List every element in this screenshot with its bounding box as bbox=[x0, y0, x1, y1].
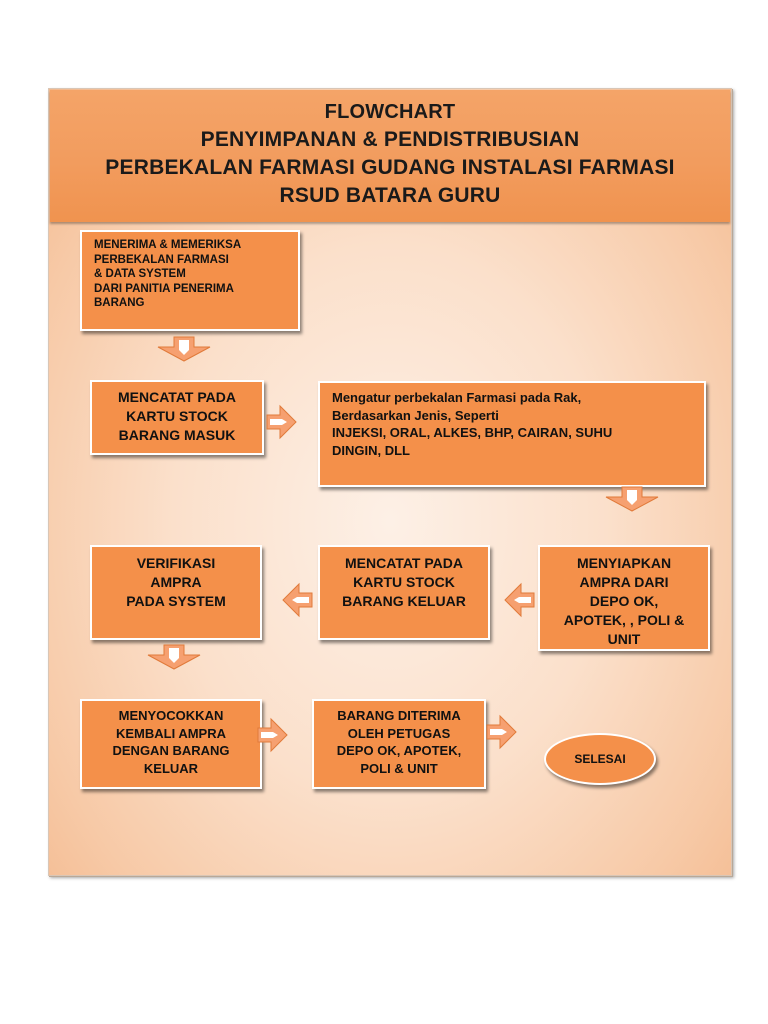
arrow-right-1-icon bbox=[266, 404, 298, 440]
header-subtitle-3: RSUD BATARA GURU bbox=[279, 184, 501, 207]
step-terima-line-2: PERBEKALAN FARMASI bbox=[94, 253, 229, 266]
step-verifikasi-box bbox=[90, 545, 262, 640]
header-subtitle-1: PENYIMPANAN & PENDISTRIBUSIAN bbox=[200, 128, 580, 151]
step-diterima-line-3: DEPO OK, APOTEK, bbox=[336, 743, 462, 758]
flowchart-header bbox=[50, 90, 730, 222]
step-cocokkan-line-3: DENGAN BARANG bbox=[112, 743, 230, 758]
step-siapkan-line-4: APOTEK, , POLI & bbox=[563, 612, 685, 628]
step-atur-line-4: DINGIN, DLL bbox=[332, 442, 410, 458]
step-diterima-box bbox=[312, 699, 486, 789]
step-terima-line-3: & DATA SYSTEM bbox=[94, 268, 186, 280]
step-catat-keluar-line-2: KARTU STOCK bbox=[353, 574, 455, 590]
arrow-down-1-icon bbox=[154, 336, 214, 362]
arrow-right-3-icon bbox=[486, 714, 518, 750]
step-catat-keluar-line-1: MENCATAT PADA bbox=[345, 555, 463, 571]
step-catat-keluar-box bbox=[318, 545, 490, 640]
step-siapkan-line-5: UNIT bbox=[607, 631, 641, 647]
arrow-left-1-icon bbox=[503, 582, 535, 618]
step-catat-masuk-line-3: BARANG MASUK bbox=[118, 427, 236, 443]
step-cocokkan-line-1: MENYOCOKKAN bbox=[118, 708, 224, 723]
step-cocokkan-box bbox=[80, 699, 262, 789]
header-title: FLOWCHART bbox=[324, 101, 456, 123]
step-atur-box bbox=[318, 381, 706, 487]
step-selesai-label: SELESAI bbox=[574, 752, 626, 766]
step-siapkan-line-2: AMPRA DARI bbox=[579, 574, 669, 590]
step-siapkan-line-1: MENYIAPKAN bbox=[576, 555, 672, 571]
step-atur-line-2: Berdasarkan Jenis, Seperti bbox=[332, 407, 499, 423]
step-cocokkan-line-4: KELUAR bbox=[143, 760, 199, 776]
arrow-right-2-icon bbox=[257, 717, 289, 753]
step-selesai-ellipse bbox=[544, 733, 656, 785]
step-terima-line-5: BARANG bbox=[94, 297, 145, 309]
arrow-left-2-icon bbox=[281, 582, 313, 618]
step-terima-line-1: MENERIMA & MEMERIKSA bbox=[94, 239, 242, 251]
step-atur-line-3: INJEKSI, ORAL, ALKES, BHP, CAIRAN, SUHU bbox=[332, 425, 613, 440]
step-catat-masuk-box bbox=[90, 380, 264, 455]
step-catat-masuk-line-1: MENCATAT PADA bbox=[118, 389, 236, 405]
step-catat-keluar-line-3: BARANG KELUAR bbox=[342, 593, 466, 609]
step-diterima-line-4: POLI & UNIT bbox=[360, 760, 438, 776]
step-cocokkan-line-2: KEMBALI AMPRA bbox=[115, 725, 226, 741]
step-terima-box bbox=[80, 230, 300, 331]
step-verifikasi-line-2: AMPRA bbox=[150, 574, 202, 590]
step-catat-masuk-line-2: KARTU STOCK bbox=[126, 408, 228, 424]
step-siapkan-box bbox=[538, 545, 710, 651]
step-siapkan-line-3: DEPO OK, bbox=[589, 593, 659, 609]
step-verifikasi-line-1: VERIFIKASI bbox=[136, 555, 216, 571]
arrow-down-3-icon bbox=[144, 644, 204, 670]
step-diterima-line-2: OLEH PETUGAS bbox=[347, 725, 451, 741]
step-diterima-line-1: BARANG DITERIMA bbox=[337, 708, 461, 723]
step-terima-line-4: DARI PANITIA PENERIMA bbox=[94, 282, 234, 295]
header-subtitle-2: PERBEKALAN FARMASI GUDANG INSTALASI FARMASI bbox=[105, 156, 675, 179]
step-verifikasi-line-3: PADA SYSTEM bbox=[126, 593, 226, 609]
step-atur-line-1: Mengatur perbekalan Farmasi pada Rak, bbox=[332, 390, 582, 405]
arrow-down-2-icon bbox=[602, 486, 662, 512]
